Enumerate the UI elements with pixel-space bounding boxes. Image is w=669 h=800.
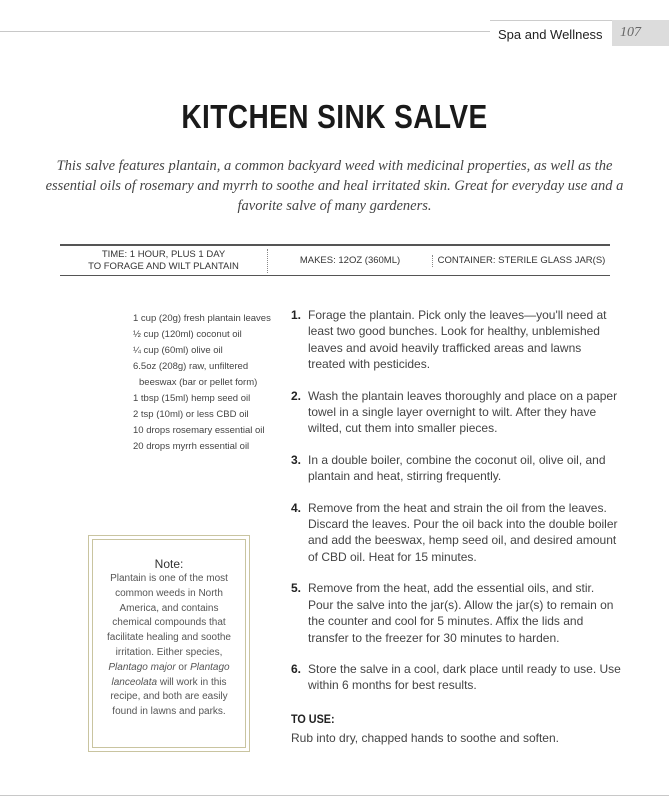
step-text: Store the salve in a cool, dark place until ready to use. Use within 6 months for best results. xyxy=(308,661,621,693)
step-number: 3. xyxy=(291,452,302,467)
recipe-info-bar xyxy=(60,244,610,276)
note-species-2: Plantago lanceolata xyxy=(111,661,230,688)
instruction-step xyxy=(291,388,621,437)
info-time xyxy=(60,249,268,273)
instruction-step xyxy=(291,452,621,485)
step-text: Remove from the heat and strain the oil from the leaves. Discard the leaves. Pour the oil back into the double boiler and add the beeswax, hemp seed oil, and desired amount of CBD oil. Heat for 15 minutes. xyxy=(308,500,618,564)
page-number: 107 xyxy=(612,20,669,46)
step-number: 5. xyxy=(291,581,302,596)
recipe-intro: This salve features plantain, a common backyard weed with medicinal properties, as well as the essential oils of rosemary and myrrh to soothe and heal irritated skin. Great for everyday use and a favorite salve of many gardeners. xyxy=(45,158,624,214)
note-title: Note: xyxy=(154,557,184,571)
footer-rule xyxy=(0,795,669,796)
instruction-step xyxy=(291,580,621,646)
info-time-line2: TO FORAGE AND WILT PLANTAIN xyxy=(88,260,239,272)
ingredient-item: 1 tbsp (15ml) hemp seed oil xyxy=(133,393,251,404)
ingredient-item: ½ cup (120ml) coconut oil xyxy=(133,329,242,340)
note-inner-border xyxy=(92,539,246,748)
note-text-c: will work in this recipe, and both are easily found in lawns and parks. xyxy=(110,676,228,718)
step-text: Wash the plantain leaves thoroughly and place on a paper towel in a single layer overnight to wilt. After they have wilted, cut them into smaller pieces. xyxy=(308,388,618,436)
step-text: Remove from the heat, add the essential oils, and stir. Pour the salve into the jar(s). Allow the jar(s) to remain on the counter and cool for 5 minutes. Affix the lids and transfer to the freezer for 30 minutes to harden. xyxy=(308,581,614,645)
ingredient-list xyxy=(133,311,273,455)
info-time-line1: TIME: 1 HOUR, PLUS 1 DAY xyxy=(101,248,226,260)
ingredient-item: ¼ cup (60ml) olive oil xyxy=(133,345,223,356)
ingredient-item: 20 drops myrrh essential oil xyxy=(133,441,250,452)
to-use-heading: TO USE: xyxy=(291,712,335,726)
info-makes: MAKES: 12OZ (360ML) xyxy=(268,255,433,267)
instruction-list xyxy=(291,307,621,709)
step-number: 2. xyxy=(291,388,302,403)
step-text: Forage the plantain. Pick only the leaves—you'll need at least two good bunches. Look for healthy, unblemished leaves and avoid heavily trafficked areas and lawns treated with pesticides. xyxy=(308,308,607,372)
recipe-title: KITCHEN SINK SALVE xyxy=(181,98,488,135)
note-text-a: Plantain is one of the most common weeds in North America, and contains chemical compounds that facilitate healing and soothe irritation. Either species, xyxy=(107,573,231,658)
step-number: 6. xyxy=(291,661,302,676)
step-number: 4. xyxy=(291,500,302,515)
note-species-1: Plantago major xyxy=(108,661,176,673)
ingredient-item: 1 cup (20g) fresh plantain leaves xyxy=(133,313,271,324)
to-use-text: Rub into dry, chapped hands to soothe and soften. xyxy=(291,731,559,745)
ingredient-item: 10 drops rosemary essential oil xyxy=(133,425,265,436)
note-body xyxy=(103,572,235,720)
info-container: CONTAINER: STERILE GLASS JAR(S) xyxy=(437,254,606,266)
header-rule xyxy=(0,31,490,32)
note-box xyxy=(88,535,250,752)
ingredient-item: 6.5oz (208g) raw, unfiltered beeswax (bar or pellet form) xyxy=(133,361,258,388)
section-label: Spa and Wellness xyxy=(490,20,612,46)
instruction-step xyxy=(291,500,621,566)
instruction-step xyxy=(291,661,621,694)
step-number: 1. xyxy=(291,308,302,322)
step-text: In a double boiler, combine the coconut oil, olive oil, and plantain and heat, stirring frequently. xyxy=(308,452,606,484)
note-text-b: or xyxy=(175,661,191,673)
instruction-step xyxy=(291,307,621,373)
ingredient-item: 2 tsp (10ml) or less CBD oil xyxy=(133,409,249,420)
